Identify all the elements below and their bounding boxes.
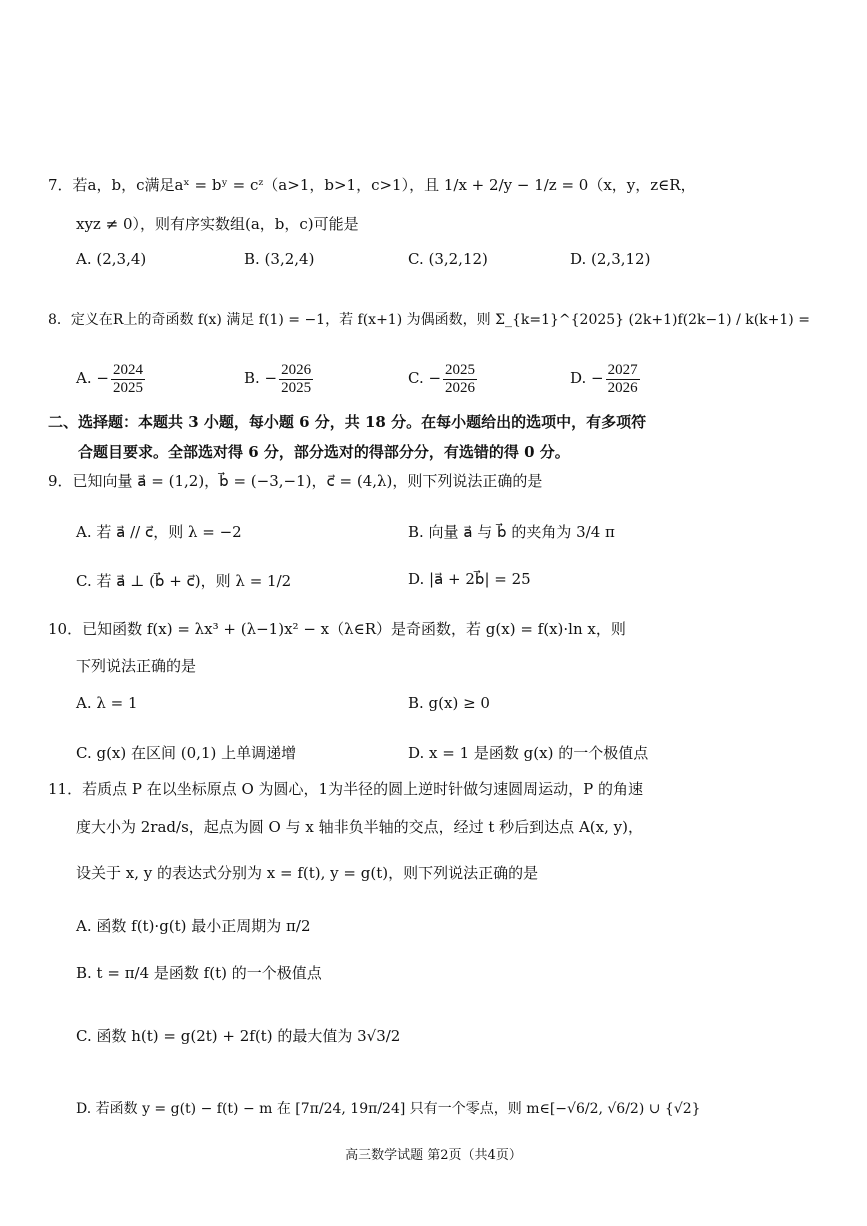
q9-stem: 9．已知向量 a⃗ = (1,2)，b⃗ = (−3,−1)，c⃗ = (4,λ)，则下列说法正确的是 xyxy=(48,472,543,490)
q11-option-a: A. 函数 f(t)·g(t) 最小正周期为 π/2 xyxy=(76,917,311,935)
q9-option-c: C. 若 a⃗ ⊥ (b⃗ + c⃗)，则 λ = 1/2 xyxy=(76,572,292,590)
q11-line3: 设关于 x, y 的表达式分别为 x = f(t), y = g(t)，则下列说法正确的是 xyxy=(76,864,539,882)
q8-option-a: A. − $\frac{2024}{2025}$ xyxy=(76,362,143,396)
q11-option-b: B. t = π/4 是函数 f(t) 的一个极值点 xyxy=(76,964,322,982)
section2-heading-cont: 合题目要求。全部选对得 6 分，部分选对的得部分分，有选错的得 0 分。 xyxy=(78,443,570,461)
q8-option-b: B. − $\frac{2026}{2025}$ xyxy=(244,362,312,396)
q8-option-d: D. − $\frac{2027}{2026}$ xyxy=(570,362,638,396)
q10-option-d: D. x = 1 是函数 g(x) 的一个极值点 xyxy=(408,744,649,762)
page-footer: 高三数学试题 第2页（共4页） xyxy=(345,1148,522,1163)
q11-line1: 11．若质点 P 在以坐标原点 O 为圆心，1为半径的圆上逆时针做匀速圆周运动，P 的角速 xyxy=(48,780,643,798)
q7-option-c: C. (3,2,12) xyxy=(408,250,488,268)
q9-option-b: B. 向量 a⃗ 与 b⃗ 的夹角为 3/4 π xyxy=(408,523,615,541)
q10-line2: 下列说法正确的是 xyxy=(76,657,197,675)
q10-option-a: A. λ = 1 xyxy=(76,694,138,712)
q7-option-b: B. (3,2,4) xyxy=(244,250,315,268)
q7-option-d: D. (2,3,12) xyxy=(570,250,651,268)
q10-line1: 10．已知函数 f(x) = λx³ + (λ−1)x² − x（λ∈R）是奇函数，若 g(x) = f(x)·ln x，则 xyxy=(48,620,626,638)
section2-heading: 二、选择题：本题共 3 小题，每小题 6 分，共 18 分。在每小题给出的选项中，有多项符 xyxy=(48,413,647,431)
q10-option-c: C. g(x) 在区间 (0,1) 上单调递增 xyxy=(76,744,297,762)
q9-option-a: A. 若 a⃗ // c⃗，则 λ = −2 xyxy=(76,523,242,541)
q7-line2: xyz ≠ 0），则有序实数组(a，b，c)可能是 xyxy=(76,215,359,233)
q8-line1: 8．定义在R上的奇函数 f(x) 满足 f(1) = −1，若 f(x+1) 为偶函数，则 Σ_{k=1}^{2025} (2k+1)f(2k−1) / k(k+1) = xyxy=(48,312,810,328)
q9-option-d: D. |a⃗ + 2b⃗| = 25 xyxy=(408,570,531,588)
q10-option-b: B. g(x) ≥ 0 xyxy=(408,694,490,712)
q11-option-d: D. 若函数 y = g(t) − f(t) − m 在 [7π/24, 19π/24] 只有一个零点，则 m∈[−√6/2, √6/2) ∪ {√2} xyxy=(76,1101,701,1117)
q8-option-c: C. − $\frac{2025}{2026}$ xyxy=(408,362,476,396)
q7-line1: 7．若a，b，c满足aˣ = bʸ = cᶻ（a>1，b>1，c>1），且 1/x + 2/y − 1/z = 0（x，y，z∈R， xyxy=(48,176,696,194)
q7-option-a: A. (2,3,4) xyxy=(76,250,147,268)
q11-option-c: C. 函数 h(t) = g(2t) + 2f(t) 的最大值为 3√3/2 xyxy=(76,1027,401,1045)
q11-line2: 度大小为 2rad/s，起点为圆 O 与 x 轴非负半轴的交点，经过 t 秒后到达点 A(x, y)， xyxy=(76,818,643,836)
